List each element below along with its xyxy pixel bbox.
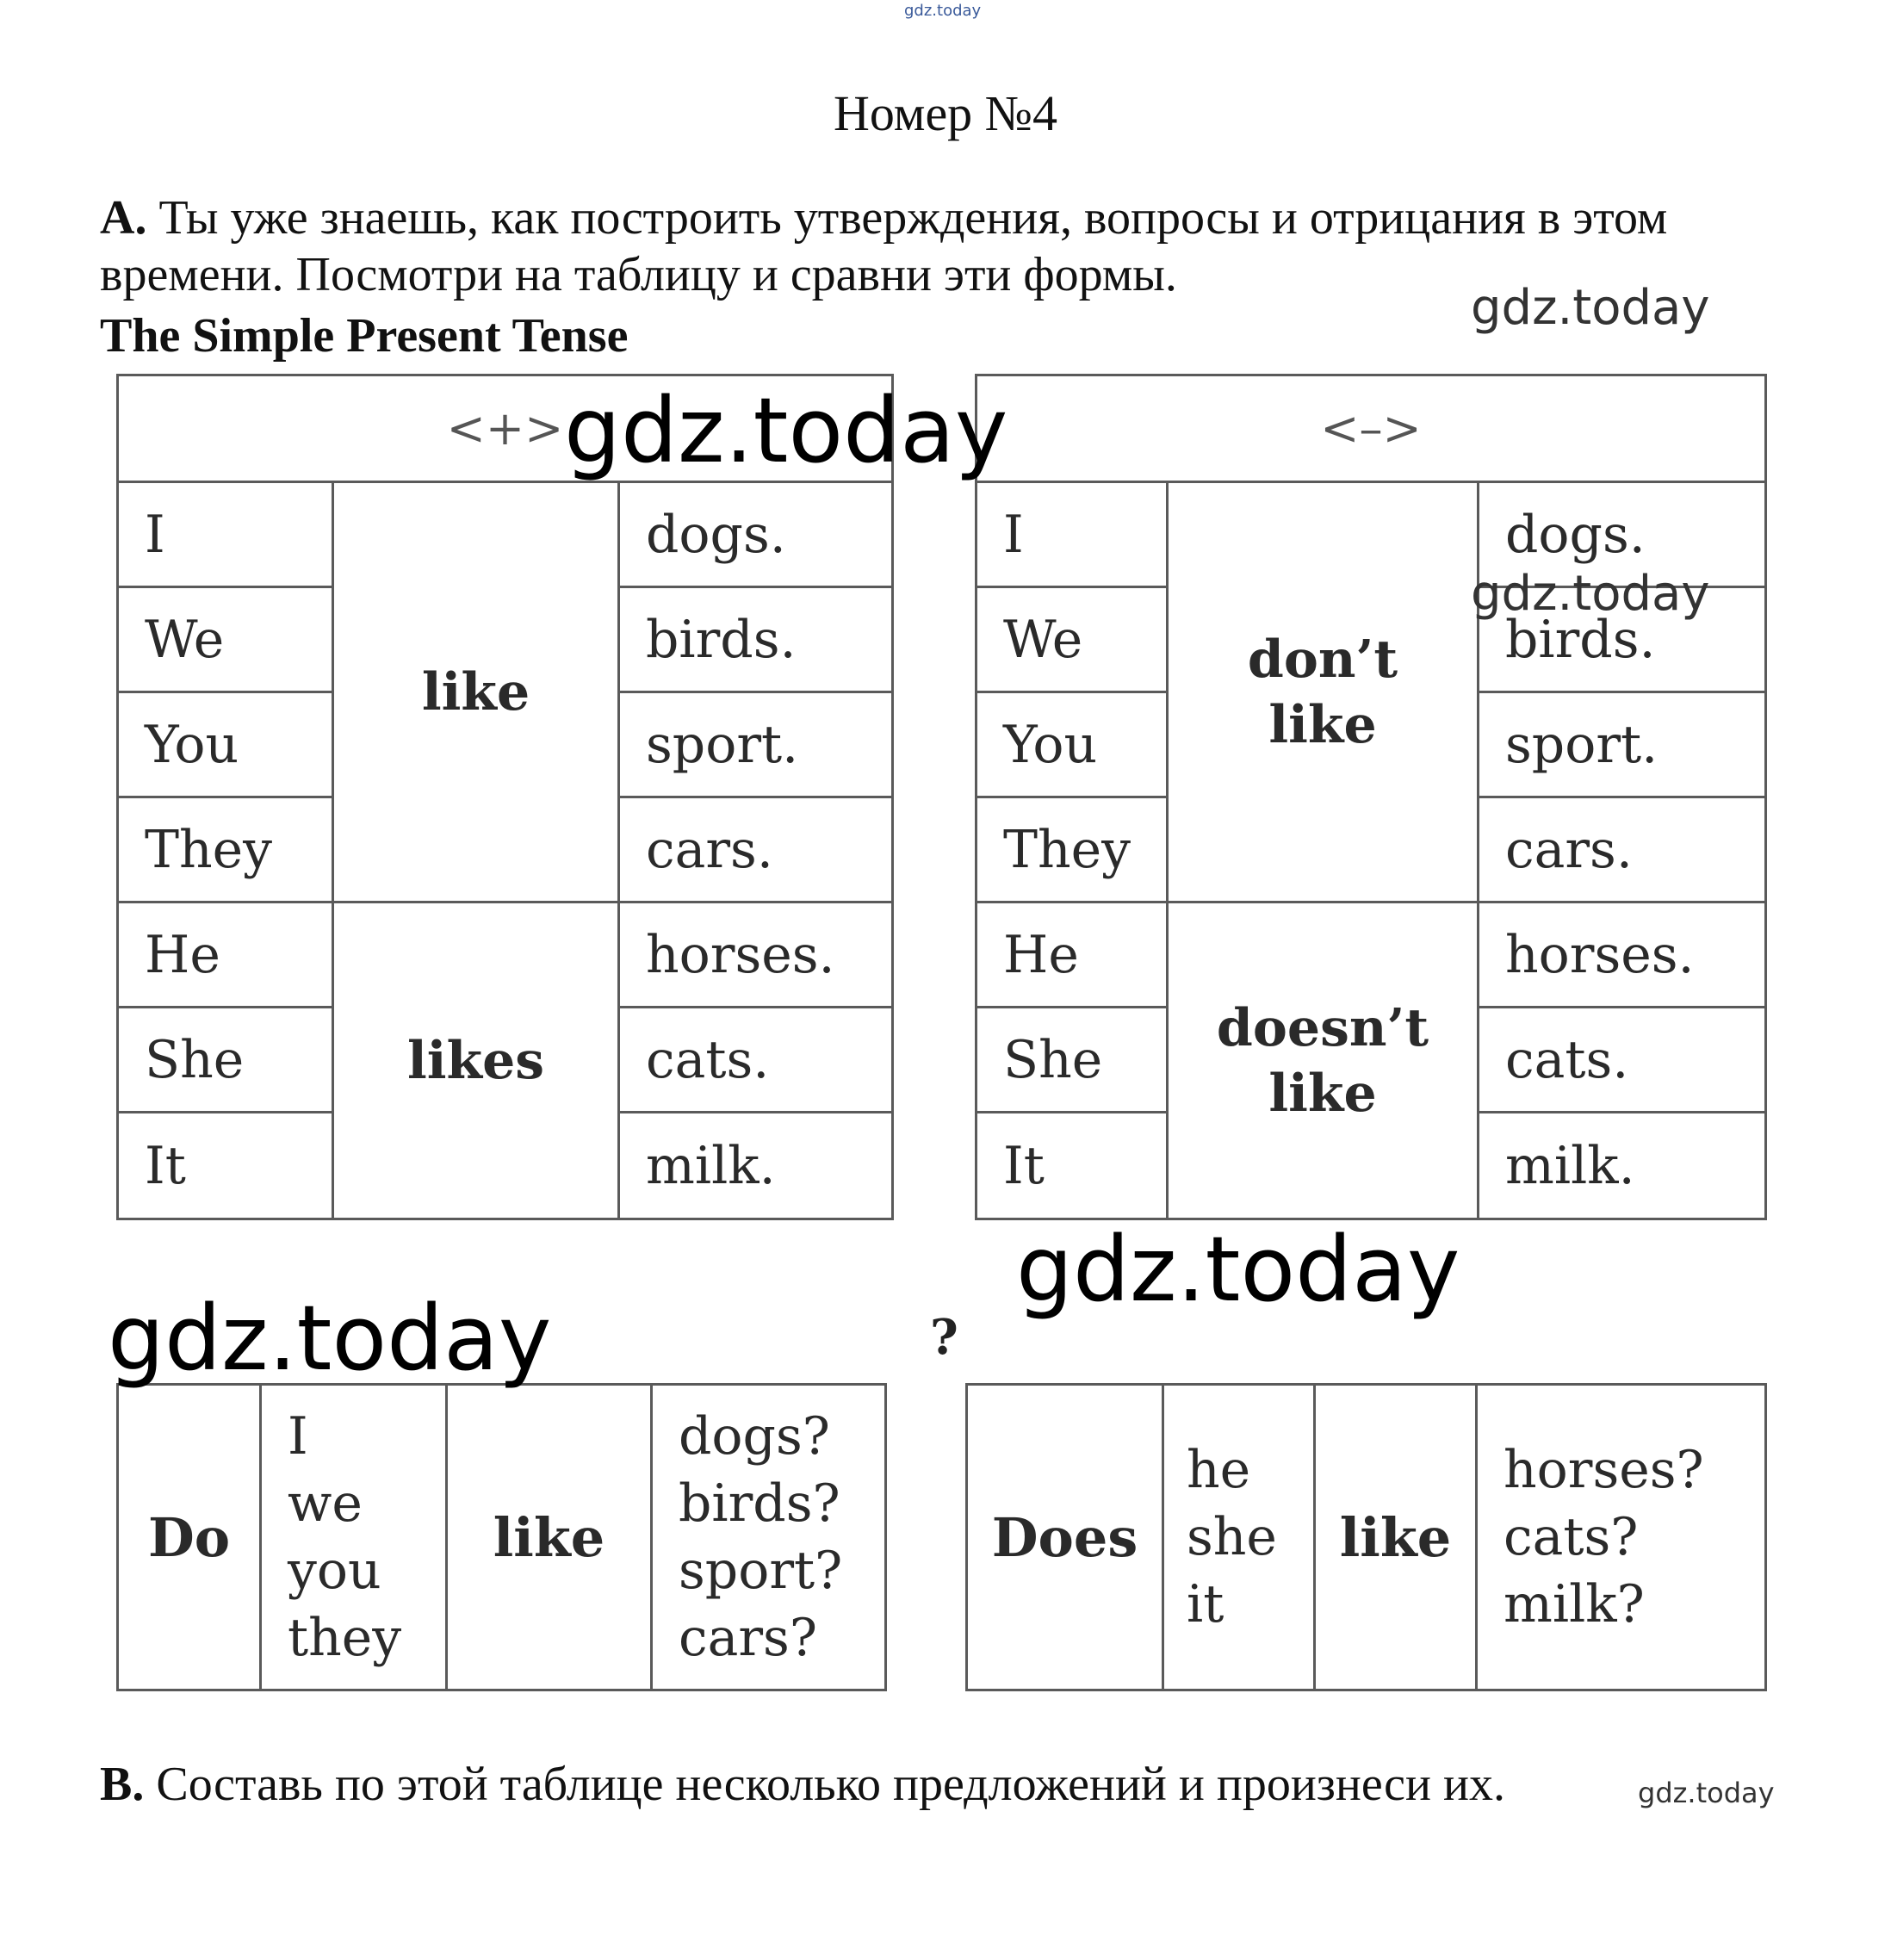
negative-table [975,374,1767,1220]
verb-doesnt-like-cell [1168,902,1479,1219]
pronoun-item: you [288,1541,381,1601]
pronoun-cell: He [118,902,333,1008]
verb-cell: like [447,1385,652,1690]
object-list-cell [652,1385,886,1690]
pronoun-cell: You [118,692,333,797]
object-cell: dogs. [1479,482,1766,587]
object-item: milk? [1504,1574,1645,1634]
object-cell: horses. [619,902,893,1008]
pronoun-item: I [288,1406,308,1467]
watermark-top: gdz.today [904,2,982,20]
pronoun-cell: You [976,692,1168,797]
pronoun-cell: She [976,1008,1168,1113]
object-cell: dogs. [619,482,893,587]
intro-text: Ты уже знаешь, как построить утверждения, вопросы и отрицания в этом времени. Посмотри на таблицу и сравни эти формы. [100,191,1668,301]
aux-do-cell: Do [118,1385,261,1690]
positive-table [116,374,894,1220]
pronoun-cell: She [118,1008,333,1113]
pronoun-cell: We [976,587,1168,692]
task-b-letter: B. [100,1758,145,1811]
pronoun-list-cell [1163,1385,1315,1690]
pronoun-cell: They [118,797,333,902]
object-item: cars? [679,1608,818,1668]
verb-likes-cell: likes [333,902,619,1219]
verb-line: don’t [1247,629,1398,690]
object-cell: birds. [619,587,893,692]
object-cell: sport. [1479,692,1766,797]
pronoun-item: we [288,1473,363,1534]
object-item: dogs? [679,1406,830,1467]
watermark-over-negative: gdz.today [1471,566,1710,622]
object-cell: sport. [619,692,893,797]
object-cell: cars. [1479,797,1766,902]
pronoun-list-cell [261,1385,447,1690]
pronoun-cell: We [118,587,333,692]
pronoun-cell: He [976,902,1168,1008]
page-title: Номер №4 [833,85,1058,141]
watermark-bottom-right: gdz.today [1638,1777,1775,1809]
watermark-right-intro: gdz.today [1471,280,1710,336]
pronoun-cell: I [118,482,333,587]
watermark-over-header: gdz.today [564,378,1008,483]
object-item: cats? [1504,1507,1639,1567]
question-do-table [116,1383,887,1691]
object-cell: cars. [619,797,893,902]
negative-header: <–> [976,375,1766,482]
object-cell: milk. [619,1113,893,1219]
intro-letter: A. [100,191,147,245]
pronoun-item: they [288,1608,402,1668]
task-b [100,1757,1505,1812]
aux-does-cell: Does [967,1385,1163,1690]
object-cell: milk. [1479,1113,1766,1219]
verb-line: doesn’t [1216,997,1429,1058]
verb-dont-like-cell [1168,482,1479,902]
task-b-text: Составь по этой таблице несколько предложений и произнеси их. [144,1758,1505,1811]
object-cell: horses. [1479,902,1766,1008]
pronoun-cell: It [118,1113,333,1219]
object-item: birds? [679,1473,840,1534]
verb-like-cell: like [333,482,619,902]
pronoun-item: he [1187,1440,1251,1500]
object-list-cell [1477,1385,1766,1690]
object-cell: cats. [619,1008,893,1113]
question-does-table [965,1383,1767,1691]
pronoun-cell: It [976,1113,1168,1219]
verb-cell: like [1315,1385,1477,1690]
pronoun-item: she [1187,1507,1277,1567]
pronoun-cell: They [976,797,1168,902]
verb-line: like [1268,1063,1377,1124]
object-cell: birds. [1479,587,1766,692]
watermark-mid-right: gdz.today [1016,1217,1460,1322]
object-item: horses? [1504,1440,1704,1500]
object-item: sport? [679,1541,843,1601]
verb-line: like [1268,694,1377,755]
pronoun-item: it [1187,1574,1224,1634]
watermark-mid-left: gdz.today [108,1286,552,1391]
pronoun-cell: I [976,482,1168,587]
positive-header: <+> [118,375,893,482]
tense-heading: The Simple Present Tense [100,309,629,363]
question-mark: ? [930,1309,958,1366]
object-cell: cats. [1479,1008,1766,1113]
